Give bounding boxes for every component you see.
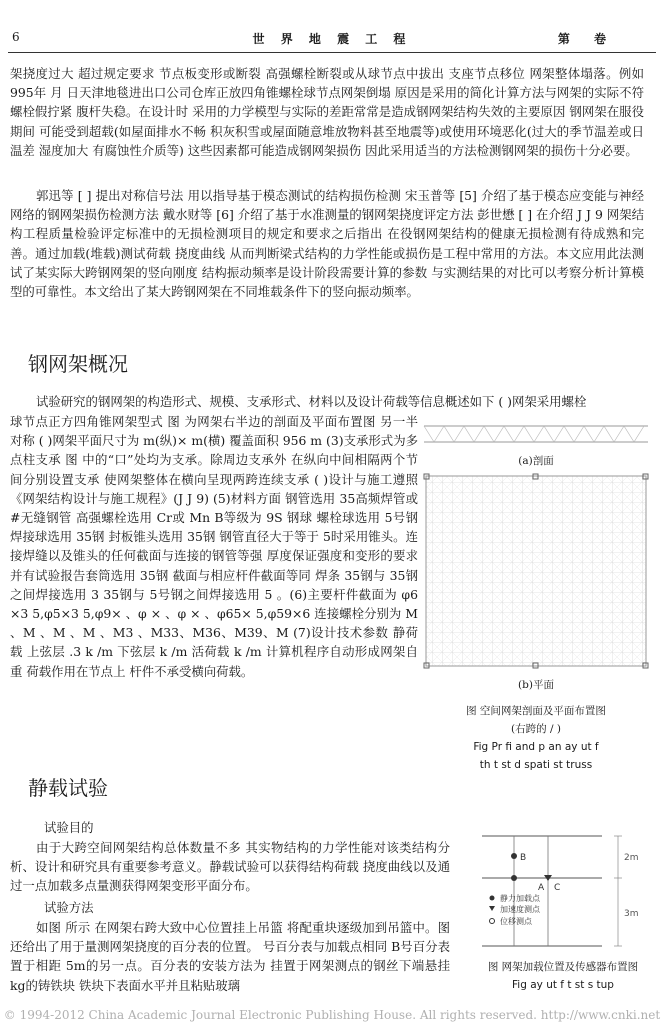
truss-plan-drawing — [422, 472, 650, 672]
figure-2 — [478, 820, 648, 1000]
figure-2-caption-en: Fig ay ut f t st s tup — [512, 979, 614, 991]
header-rule — [8, 52, 656, 53]
figure-1 — [422, 418, 650, 771]
figure-1-caption-en-2: th t st d spati st truss — [479, 759, 593, 771]
dimension-label-2: 3m — [624, 909, 639, 919]
section1-lead: 试验研究的钢网架的构造形式、规模、支承形式、材料以及设计荷载等信息概述如下 ( )网架采用螺栓 — [36, 394, 587, 409]
page-number: 6 — [12, 30, 20, 44]
figure-1-caption-en: Fig Pr fi and p an ay ut f — [473, 741, 599, 753]
dimension-label-1: 2m — [624, 853, 639, 863]
copyright-footer: © 1994-2012 China Academic Journal Electronic Publishing House. All rights reserved. http://www.cnki.net — [3, 1008, 661, 1022]
point-label-b: B — [520, 853, 527, 863]
intro-paragraph-2: 郭迅等 [ ] 提出对称信号法 用以指导基于模态测试的结构损伤检测 宋玉普等 [5] 介绍了基于模态应变能与神经网络的钢网架损伤检测方法 戴水财等 [6] 介绍了基于水准测量的钢网架挠度评定方法 彭世懋 [ ] 在介绍 J J 9 网架结构工程质量检验评定标准中的无损检测项目的规定和要求之后指出 在役钢网架结构的健康无损检测有待成熟和完善。通过加载(堆载)测试荷载 挠度曲线 从而判断梁式结构的力学性能或损伤是工程中常用的方法。本文应用此法测试了某实际大跨钢网架的竖向刚度 结构振动频率是设计阶段需要计算的参数 与实测结果的对比可以考察分析计算模型的可靠性。本文给出了某大跨钢网架在不同堆载条件下的竖向振动频率。 — [10, 188, 644, 300]
section1-body: 球节点正方四角锥网架型式 图 为网架右半边的剖面及平面布置图 另一半对称 ( )网架平面尺寸为 m(纵)× m(横) 覆盖面积 956 m (3)支承形式为多点柱支承 图 中的“口”处均为支承。除周边支承外 在纵向中间相隔两个节间分别设置支承 使网架整体在横向呈现两跨连续支承 ( )设计与施工遵照《网架结构设计与施工规程》(J J 9) (5)材料方面 钢管选用 35高频焊管或 #无缝钢管 高强螺栓选用 Cr或 Mn B等级为 9S 钢球 螺栓球选用 5号钢 焊接球选用 35钢 封板锥头选用 35钢 钢管直径大于等于 5时采用锥头。连接焊缝以及锥头的任何截面与连接的钢管等强 厚度保证强度和变形的要求 并有试验报告套筒选用 35钢 截面与相应杆件截面等同 焊条 35钢与 35钢之间焊接选用 3 35钢与 5号钢之间焊接选用 5 。(6)主要杆件截面为 φ6 ×3 5,φ5×3 5,φ9× 、φ × 、φ × 、φ65× 5,φ59×6 连接螺栓分别为 M 、M 、M 、M 、M3 、M33、M36、M39、M (7)设计技术参数 静荷载 上弦层 .3 k /m 下弦层 k /m 活荷载 k /m 计算机程序自动形成网架自重 荷载作用在节点上 杆件不承受横向荷载。 — [10, 414, 418, 679]
page-header — [8, 30, 656, 48]
figure-1-caption: 图 空间网架剖面及平面布置图 — [466, 705, 606, 717]
purpose-text: 由于大跨空间网架结构总体数量不多 其实物结构的力学性能对该类结构分析、设计和研究具有重要参考意义。静载试验可以获得结构荷载 挠度曲线以及通过一点加载多点量测获得网架变形平面分布。 — [10, 840, 450, 894]
legend-accel-point: 加速度测点 — [500, 905, 540, 914]
figure-1a-label: (a)剖面 — [518, 455, 554, 467]
loading-setup-drawing — [478, 820, 648, 950]
figure-2-caption: 图 网架加载位置及传感器布置图 — [487, 961, 639, 973]
subsection-purpose: 试验目的 — [44, 820, 94, 835]
section-title-static-test: 静载试验 — [28, 776, 108, 800]
journal-title: 世 界 地 震 工 程 — [252, 32, 412, 46]
legend-disp-point: 位移测点 — [500, 917, 532, 926]
legend-load-point: 静力加载点 — [500, 894, 540, 903]
method-text: 如图 所示 在网架右跨大致中心位置挂上吊篮 将配重块逐级加到吊篮中。图 还给出了用于量测网架挠度的百分表的位置。 号百分表与加载点相同 B号百分表置于相距 5m的另一点。百分表的安装方法为 挂置于网架测点的钢丝下端悬挂 kg的铸铁块 铁块下表面水平并且粘贴玻璃 — [10, 920, 450, 993]
figure-1b-label: (b)平面 — [518, 679, 554, 691]
point-label-a: A — [538, 883, 545, 893]
volume-label: 第 卷 — [557, 32, 616, 46]
section-title-overview: 钢网架概况 — [28, 352, 128, 376]
subsection-method: 试验方法 — [44, 900, 94, 915]
figure-1-caption-note: (右跨的 / ) — [511, 723, 561, 735]
intro-paragraph-1: 架挠度过大 超过规定要求 节点板变形或断裂 高强螺栓断裂或从球节点中拔出 支座节点移位 网架整体塌落。例如 995年 月 日天津地毯进出口公司仓库正放四角锥螺栓球节点网架倒塌 原因是采用的简化计算方法与网架的实际不符 螺栓假拧紧 腹杆失稳。在设计时 采用的力学模型与实际的差距常常是造成钢网架结构失效的主要原因 钢网架在服役期间 可能受到超载(如屋面排水不畅 积灰积雪或屋面随意堆放物料甚至地震等)或使用环境恶化(过大的季节温差或日温差 湿度加大 有腐蚀性介质等) 这些因素都可能造成钢网架损伤 因此采用适当的方法检测钢网架的损伤十分必要。 — [10, 66, 644, 158]
point-label-c: C — [554, 883, 561, 893]
